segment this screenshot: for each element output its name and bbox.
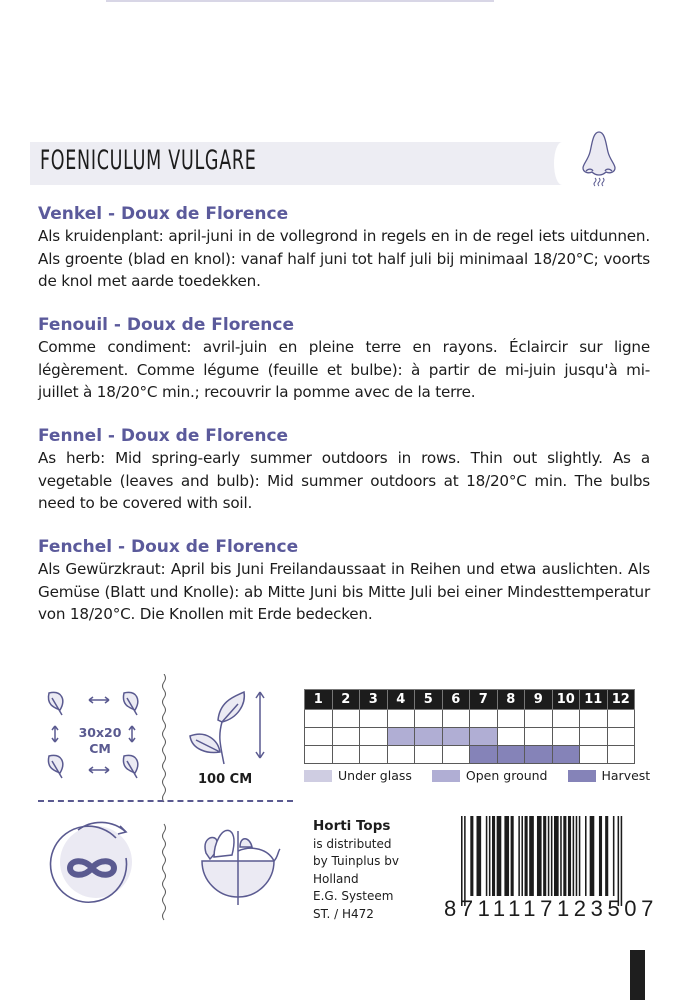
text-line: Mindesttemperatur von 18/20°C. Die Knollen mit Erde bedecken. <box>38 582 650 623</box>
legend-under-glass <box>304 768 412 783</box>
spacing-value: 30x20 <box>78 725 122 740</box>
distributor-line: Holland <box>313 871 359 886</box>
calendar-cell <box>607 746 635 764</box>
calendar-cell <box>360 728 388 746</box>
calendar-cell <box>552 728 580 746</box>
section-dutch <box>38 203 650 293</box>
swatch-open-ground <box>432 770 460 782</box>
month-header: 3 <box>360 690 388 710</box>
distributor-info <box>313 818 399 923</box>
perennial-infinity-icon <box>48 820 138 910</box>
calendar-cell <box>305 728 333 746</box>
month-header: 9 <box>525 690 553 710</box>
text-line: légèrement. Comme légume (feuille et bulbe): à partir de mi-juin jusqu'à mi- <box>38 360 650 379</box>
legend-label: Open ground <box>465 768 548 783</box>
calendar-cell <box>580 710 608 728</box>
section-english <box>38 425 650 515</box>
section-title-french: Fenouil - Doux de Florence <box>38 315 295 335</box>
section-title-english: Fennel - Doux de Florence <box>38 426 289 446</box>
calendar-cell <box>580 728 608 746</box>
calendar-cell <box>332 710 360 728</box>
swatch-harvest <box>568 770 596 782</box>
vegetable-bowl-icon <box>192 825 282 905</box>
calendar-cell <box>387 746 415 764</box>
month-header: 11 <box>580 690 608 710</box>
calendar-cell <box>497 746 525 764</box>
calendar-cell <box>580 746 608 764</box>
text-line: juillet à 18/20°C min.; recouvrir la pomme avec de la terre. <box>38 383 476 401</box>
black-marker-bar <box>630 950 645 1000</box>
calendar-cell <box>470 746 498 764</box>
text-line: As herb: Mid spring-early summer outdoors in rows. Thin out slightly. As <box>38 449 631 467</box>
calendar-row-harvest <box>305 746 635 764</box>
calendar-cell <box>442 746 470 764</box>
calendar-cell <box>360 746 388 764</box>
section-text-dutch <box>38 225 650 293</box>
barcode <box>461 816 646 906</box>
calendar-cell <box>415 746 443 764</box>
text-line: bulbs need to be covered with soil. <box>38 471 650 512</box>
wavy-divider <box>159 674 169 924</box>
legend-open-ground <box>432 768 548 783</box>
calendar-cell <box>442 710 470 728</box>
section-german <box>38 536 650 626</box>
month-header: 4 <box>387 690 415 710</box>
calendar-cell <box>525 746 553 764</box>
calendar-cell <box>497 728 525 746</box>
calendar-cell <box>525 710 553 728</box>
month-header: 12 <box>607 690 635 710</box>
calendar-cell <box>332 746 360 764</box>
distributor-line: by Tuinplus bv <box>313 854 399 868</box>
calendar-cell <box>387 710 415 728</box>
calendar-cell <box>415 710 443 728</box>
calendar-cell <box>607 710 635 728</box>
section-text-english <box>38 447 650 515</box>
distributor-line: ST. / H472 <box>313 906 374 921</box>
calendar-cell <box>387 728 415 746</box>
calendar-cell <box>305 746 333 764</box>
section-title-dutch: Venkel - Doux de Florence <box>38 204 289 224</box>
month-header: 8 <box>497 690 525 710</box>
calendar-cell <box>470 710 498 728</box>
calendar-cell <box>525 728 553 746</box>
swatch-under-glass <box>304 770 332 782</box>
calendar-cell <box>552 746 580 764</box>
plant-height-icon <box>186 688 276 768</box>
text-line: 18/20°C; voorts de knol met aarde toedekken. <box>38 249 650 290</box>
nose-scent-icon <box>579 130 619 190</box>
month-header: 7 <box>470 690 498 710</box>
calendar-cell <box>607 728 635 746</box>
height-label: 100 CM <box>198 772 253 787</box>
legend-harvest <box>568 768 651 783</box>
brand-name: Horti Tops <box>313 818 391 834</box>
calendar-cell <box>332 728 360 746</box>
sowing-calendar <box>304 689 635 764</box>
distributor-line: E.G. Systeem <box>313 889 394 903</box>
dashed-divider <box>38 800 293 802</box>
text-line: Comme condiment: avril-juin en pleine terre en rayons. Éclaircir sur ligne <box>38 338 650 356</box>
calendar-legend <box>304 768 670 783</box>
month-header: 5 <box>415 690 443 710</box>
spacing-unit: CM <box>89 741 111 756</box>
month-header: 1 <box>305 690 333 710</box>
calendar-row-under-glass <box>305 710 635 728</box>
month-header: 2 <box>332 690 360 710</box>
spacing-label <box>75 725 125 757</box>
text-line: Als kruidenplant: april-juni in de vollegrond in regels en in de regel iets <box>38 227 566 245</box>
calendar-cell <box>497 710 525 728</box>
text-line: a vegetable (leaves and bulb): Mid summer outdoors at 18/20°C min. The <box>38 449 650 490</box>
section-text-french <box>38 336 650 404</box>
section-french <box>38 314 650 404</box>
calendar-cell <box>470 728 498 746</box>
top-divider-line <box>106 0 494 2</box>
month-header: 6 <box>442 690 470 710</box>
barcode-number: 8711117123507 <box>444 896 658 921</box>
calendar-cell <box>305 710 333 728</box>
text-line: Als Gewürzkraut: April bis Juni Freilandaussaat in Reihen und etwa <box>38 560 537 578</box>
distributor-line: is distributed <box>313 836 392 851</box>
calendar-cell <box>415 728 443 746</box>
calendar-cell <box>360 710 388 728</box>
text-line: uitdunnen. Als groente (blad en knol): vanaf half juni tot half juli bij minimaal <box>38 227 650 268</box>
calendar-cell <box>552 710 580 728</box>
calendar-row-open-ground <box>305 728 635 746</box>
text-line: auslichten. Als Gemüse (Blatt und Knolle): ab Mitte Juni bis Mitte Juli bei einer <box>38 560 650 601</box>
legend-label: Harvest <box>601 768 651 783</box>
latin-name: FOENICULUM VULGARE <box>40 145 257 176</box>
calendar-cell <box>442 728 470 746</box>
section-title-german: Fenchel - Doux de Florence <box>38 537 299 557</box>
legend-label: Under glass <box>338 768 412 783</box>
section-text-german <box>38 558 650 626</box>
month-header: 10 <box>552 690 580 710</box>
